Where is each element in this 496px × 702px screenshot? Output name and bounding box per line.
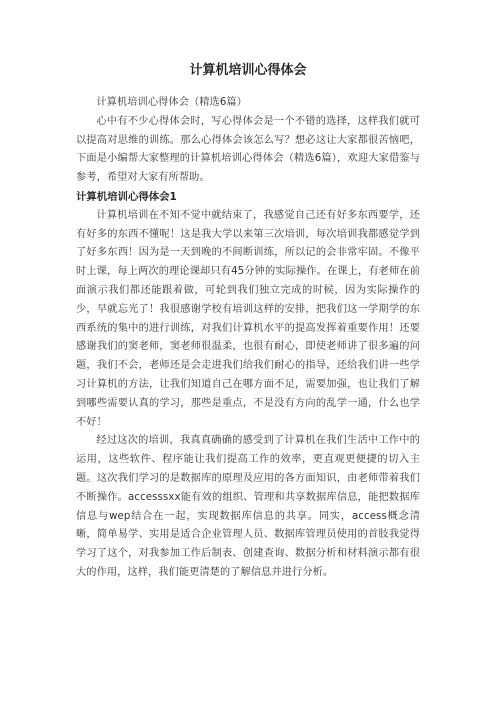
- section-heading: 计算机培训心得体会1: [76, 190, 177, 203]
- document-title: 计算机培训心得体会: [189, 63, 307, 78]
- body-paragraph-2: 经过这次的培训，我真真确确的感受到了计算机在我们生活中工作中的运用，这些软件、程序能让我们提高工作的效率，更直观更便捷的切入主题。这次我们学习的是数据库的原理及应用的各方面知识，由老师带着我们不断操作。accesssxx能有效的组织、管理和共享数据库信息，能把数据库信息与wep结合在一起，实现数据库信息的共享。同实，access概念清晰，简单易学、实用是适合企业管理人员、数据库管理员使用的首肢我觉得学习了这个，对我参加工作后制表、创建查询、数据分析和材料演示都有很大的作用，这样，我们能更清楚的了解信息并进行分析。: [76, 435, 420, 578]
- document-subtitle: 计算机培训心得体会（精选6篇）: [96, 97, 247, 108]
- intro-paragraph: 心中有不少心得体会时，写心得体会是一个不错的选择，这样我们就可以提高对思维的训练。那么心得体会该怎么写？想必这让大家都很苦恼吧，下面是小编帮大家整理的计算机培训心得体会（精选6篇），欢迎大家借鉴与参考，希望对大家有所帮助。: [76, 115, 420, 184]
- body-paragraph-1: 计算机培训在不知不觉中就结束了，我感觉自己还有好多东西要学，还有好多的东西不懂呢！这是我大学以来第三次培训，每次培训我都感觉学到了好多东西！因为是一天到晚的不间断训练，所以记的会非常牢固。不像平时上课，每上两次的理论课却只有45分钟的实际操作。在课上，有老师在前面演示我们都还能跟着做，可轮到我们独立完成的时候，因为实际操作的少，早就忘光了！我很感谢学校有培训这样的安排，把我们这一学期学的东西系统的集中的进行训练，对我们计算机水平的提高发挥着重要作用！还要感谢我们的窦老师，窦老师很温柔，也很有耐心，即使老师讲了很多遍的问题，我们不会，老师还是会走进我们给我们耐心的指导，还给我们讲一些学习计算机的方法，让我们知道自己在哪方面不足，需要加强，也让我们了解到哪些需要认真的学习，那些是重点，不是没有方向的乱学一通，什么也学不好！: [76, 209, 420, 428]
